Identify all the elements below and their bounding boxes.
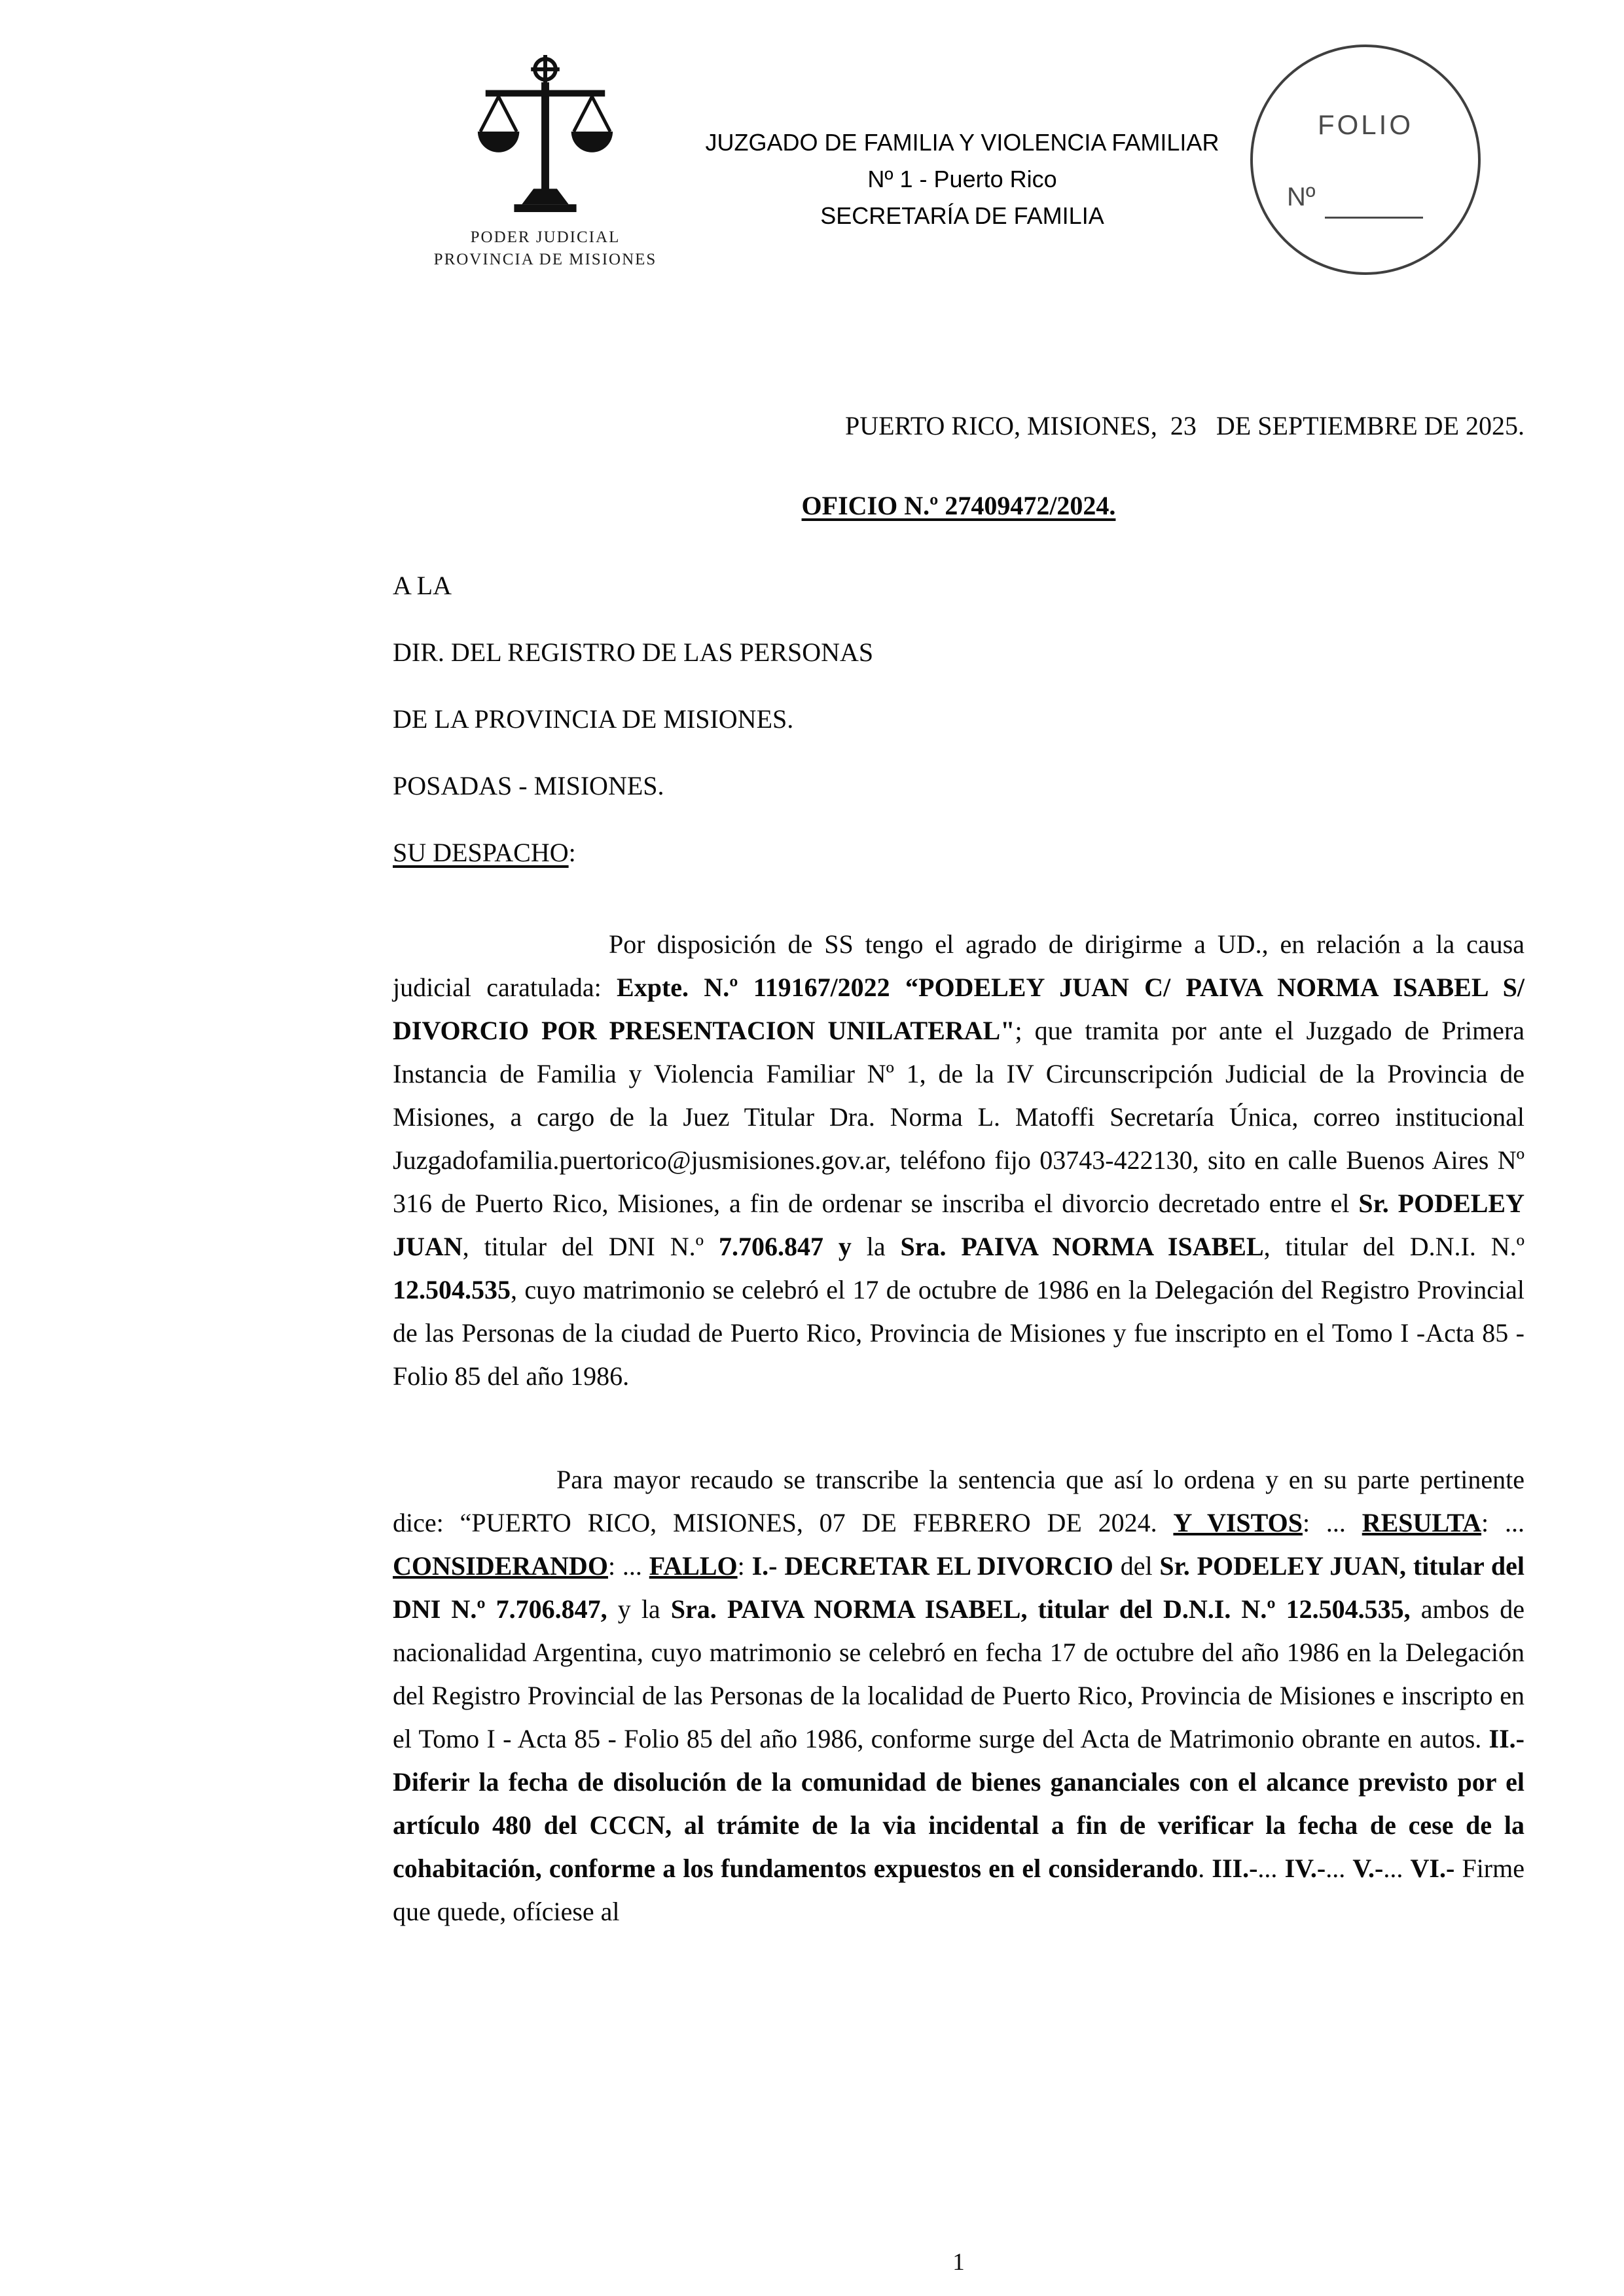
page-footer	[393, 2241, 1525, 2284]
logo-caption-line2: PROVINCIA DE MISIONES	[433, 251, 657, 268]
folio-stamp	[1250, 45, 1481, 275]
oficio-title	[393, 484, 1525, 528]
body-paragraph-2: Para mayor recaudo se transcribe la sentencia que así lo ordena y en su parte pertinente dice: “PUERTO RICO, MISIONES, 07 DE FEBRERO DE 2024. Y VISTOS: ... RESULTA: ... CONSIDERANDO: ... FALLO: I.- DECRETAR EL DIVORCIO del Sr. PODELEY JUAN, titular del DNI N.º 7.706.847, y la Sra. PAIVA NORMA ISABEL, titular del D.N.I. N.º 12.504.535, ambos de nacionalidad Argentina, cuyo matrimonio se celebró en fecha 17 de octubre del año 1986 en la Delegación del Registro Provincial de las Personas de la localidad de Puerto Rico, Provincia de Misiones e inscripto en el Tomo I - Acta 85 - Folio 85 del año 1986, conforme surge del Acta de Matrimonio obrante en autos. II.- Diferir la fecha de disolución de la comunidad de bienes gananciales con el alcance previsto por el artículo 480 del CCCN, al trámite de la via incidental a fin de verificar la fecha de cese de la cohabitación, conforme a los fundamentos expuestos en el considerando. III.-... IV.-... V.-... VI.- Firme que quede, ofíciese al	[393, 1465, 1525, 1926]
addressee-line-4: POSADAS - MISIONES.	[393, 771, 664, 800]
page-number: 1	[952, 2249, 965, 2276]
court-heading	[674, 124, 1250, 234]
folio-label: FOLIO	[1317, 109, 1414, 140]
justice-scales-icon	[467, 51, 623, 221]
court-secretariat: SECRETARÍA DE FAMILIA	[820, 202, 1104, 229]
document-body	[0, 367, 1624, 1933]
date-line: PUERTO RICO, MISIONES, 23 DE SEPTIEMBRE DE 2025.	[844, 411, 1525, 440]
body-paragraph-1: Por disposición de SS tengo el agrado de dirigirme a UD., en relación a la causa judicial caratulada: Expte. N.º 119167/2022 “PODELEY JUAN C/ PAIVA NORMA ISABEL S/ DIVORCIO POR PRESENTACION UNILATERAL"; que tramita por ante el Juzgado de Primera Instancia de Familia y Violencia Familiar Nº 1, de la IV Circunscripción Judicial de la Provincia de Misiones, a cargo de la Juez Titular Dra. Norma L. Matoffi Secretaría Única, correo institucional Juzgadofamilia.puertorico@jusmisiones.gov.ar, teléfono fijo 03743-422130, sito en calle Buenos Aires Nº 316 de Puerto Rico, Misiones, a fin de ordenar se inscriba el divorcio decretado entre el Sr. PODELEY JUAN, titular del DNI N.º 7.706.847 y la Sra. PAIVA NORMA ISABEL, titular del D.N.I. N.º 12.504.535, cuyo matrimonio se celebró el 17 de octubre de 1986 en la Delegación del Registro Provincial de las Personas de la ciudad de Puerto Rico, Provincia de Misiones y fue inscripto en el Tomo I -Acta 85 - Folio 85 del año 1986.	[393, 929, 1525, 1391]
judicial-logo	[411, 51, 679, 271]
addressee-line-2: DIR. DEL REGISTRO DE LAS PERSONAS	[393, 637, 874, 667]
oficio-title-text: OFICIO N.º 27409472/2024.	[801, 491, 1116, 520]
court-name: JUZGADO DE FAMILIA Y VIOLENCIA FAMILIAR	[705, 129, 1219, 156]
folio-number-row	[1287, 175, 1478, 219]
salutation	[393, 831, 1525, 874]
logo-caption-line1: PODER JUDICIAL	[470, 228, 621, 246]
salutation-text: SU DESPACHO	[393, 838, 569, 867]
folio-number-blank	[1325, 194, 1423, 219]
court-number: Nº 1 - Puerto Rico	[867, 166, 1057, 192]
letterhead	[0, 0, 1624, 367]
salutation-colon: :	[568, 838, 576, 867]
addressee-line-3: DE LA PROVINCIA DE MISIONES.	[393, 704, 794, 734]
addressee-line-1: A LA	[393, 571, 452, 600]
folio-number-label: Nº	[1287, 183, 1316, 211]
logo-caption	[411, 226, 679, 271]
